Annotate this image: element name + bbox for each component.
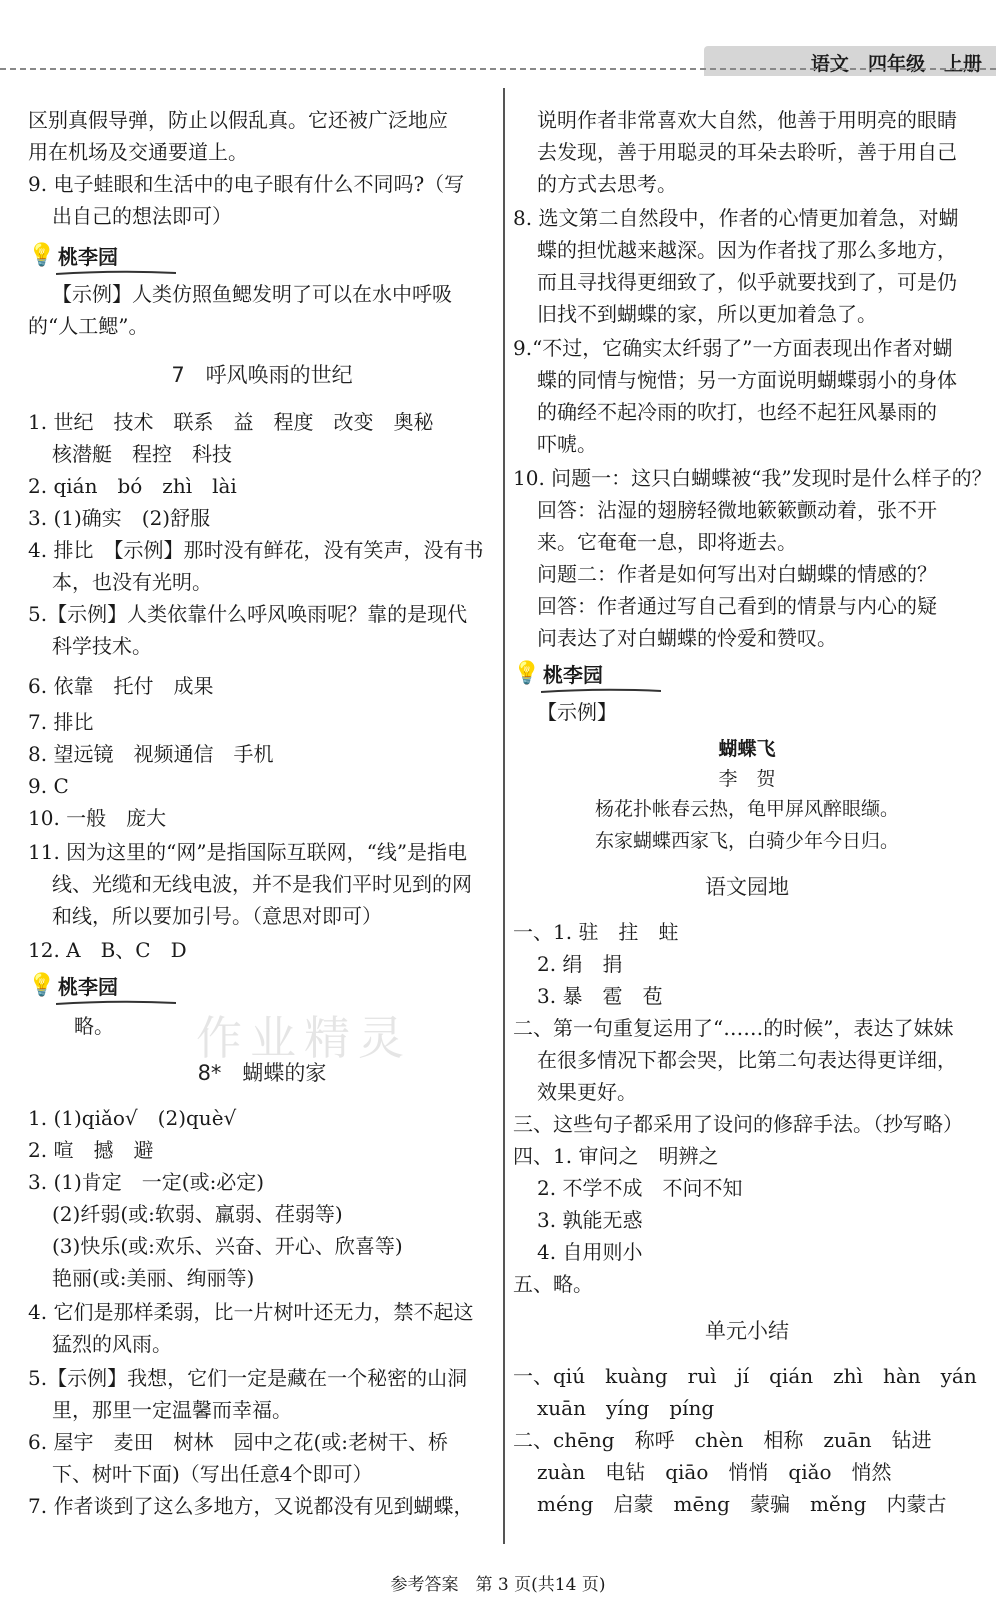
column-divider: [503, 88, 505, 1544]
header-divider: [0, 68, 996, 70]
unit-summary-title: 单元小结: [705, 1319, 789, 1343]
taoliyuan-banner: [513, 660, 713, 692]
answer-line: (3)快乐(或:欢乐、兴奋、开心、欣喜等): [52, 1234, 403, 1258]
text-line: 【示例】人类仿照鱼鳃发明了可以在水中呼吸: [52, 282, 452, 306]
answer-line: 4. 自用则小: [537, 1240, 643, 1264]
text-line: 来。它奄奄一息，即将逝去。: [537, 530, 797, 554]
answer-line: 4. 排比 【示例】那时没有鲜花，没有笑声，没有书: [28, 538, 484, 562]
example-label: 【示例】: [537, 700, 617, 724]
poem-title: 蝴蝶飞: [718, 738, 776, 760]
answer-line: 5.【示例】我想，它们一定是藏在一个秘密的山洞: [28, 1366, 468, 1390]
answer-line: 1. 世纪 技术 联系 益 程度 改变 奥秘: [28, 410, 434, 434]
text-line: 9.“不过，它确实太纤弱了”一方面表现出作者对蝴: [513, 336, 953, 360]
text-line: 回答：作者通过写自己看到的情景与内心的疑: [537, 594, 937, 618]
answer-line: 一、qiú kuàng ruì jí qián zhì hàn yán: [513, 1364, 977, 1388]
text-line: 用在机场及交通要道上。: [28, 140, 248, 164]
answer-line: 五、略。: [513, 1272, 593, 1296]
answer-line: 艳丽(或:美丽、绚丽等): [52, 1266, 255, 1290]
answer-line: 10. 一般 庞大: [28, 806, 167, 830]
lesson-7-title: 7 呼风唤雨的世纪: [171, 363, 353, 387]
text-line: 吓唬。: [537, 432, 597, 456]
answer-line: 核潜艇 程控 科技: [52, 442, 232, 466]
text-line: 的“人工鳃”。: [28, 314, 149, 338]
swoosh-decoration: [56, 1000, 176, 1006]
text-line: 回答：沾湿的翅膀轻微地簌簌颤动着，张不开: [537, 498, 937, 522]
answer-line: 9. C: [28, 774, 69, 798]
answer-line: 7. 排比: [28, 710, 94, 734]
answer-line: 猛烈的风雨。: [52, 1332, 172, 1356]
volume-label: 上册: [943, 53, 982, 75]
answer-line: 本，也没有光明。: [52, 570, 212, 594]
text-line: 旧找不到蝴蝶的家，所以更加着急了。: [537, 302, 877, 326]
answer-line: 线、光缆和无线电波，并不是我们平时见到的网: [52, 872, 472, 896]
text-line: 问表达了对白蝴蝶的怜爱和赞叹。: [537, 626, 837, 650]
answer-line: 下、树叶下面)（写出任意4个即可）: [52, 1462, 373, 1486]
answer-line: 3. (1)确实 (2)舒服: [28, 506, 211, 530]
text-line: 区别真假导弹，防止以假乱真。它还被广泛地应: [28, 108, 448, 132]
header-title: [811, 49, 982, 76]
lightbulb-icon: 💡: [28, 973, 56, 998]
answer-line: 效果更好。: [537, 1080, 637, 1104]
answer-line: 2. 不学不成 不问不知: [537, 1176, 743, 1200]
answer-line: méng 启蒙 mēng 蒙骗 měng 内蒙古: [537, 1492, 947, 1516]
text-line: 蝶的担忧越来越深。因为作者找了那么多地方，: [537, 238, 957, 262]
answer-line: 和线，所以要加引号。（意思对即可）: [52, 904, 382, 928]
answer-line: 科学技术。: [52, 634, 152, 658]
answer-line: 12. A B、C D: [28, 938, 187, 962]
text-line: 而且寻找得更细致了，似乎就要找到了，可是仍: [537, 270, 957, 294]
answer-line: 三、这些句子都采用了设问的修辞手法。（抄写略）: [513, 1112, 963, 1136]
lightbulb-icon: 💡: [513, 661, 541, 686]
text-line: 蝶的同情与惋惜；另一方面说明蝴蝶弱小的身体: [537, 368, 957, 392]
text-line: 的方式去思考。: [537, 172, 677, 196]
text-line: 8. 选文第二自然段中，作者的心情更加着急，对蝴: [513, 206, 959, 230]
answer-line: 3. (1)肯定 一定(或:必定): [28, 1170, 265, 1194]
text-line: 的确经不起冷雨的吹打，也经不起狂风暴雨的: [537, 400, 937, 424]
answer-line: 3. 暴 雹 苞: [537, 984, 663, 1008]
lesson-8-title: 8* 蝴蝶的家: [197, 1061, 327, 1085]
lightbulb-icon: 💡: [28, 243, 56, 268]
watermark: 作业精灵: [196, 1011, 412, 1065]
text-line: 问题二：作者是如何写出对白蝴蝶的情感的？: [537, 562, 937, 586]
answer-line: 2. qián bó zhì lài: [28, 474, 237, 498]
text-line: 略。: [74, 1014, 114, 1038]
text-line: 9. 电子蛙眼和生活中的电子眼有什么不同吗?（写: [28, 172, 465, 196]
answer-line: 2. 绢 捐: [537, 952, 623, 976]
answer-line: 在很多情况下都会哭，比第二句表达得更详细，: [537, 1048, 957, 1072]
answer-line: 2. 喧 撼 避: [28, 1138, 154, 1162]
grade-label: 四年级: [867, 53, 925, 75]
answer-line: 11. 因为这里的“网”是指国际互联网，“线”是指电: [28, 840, 468, 864]
page-footer: 参考答案 第 3 页(共14 页): [390, 1575, 606, 1595]
yuwen-yuandi-title: 语文园地: [705, 875, 789, 899]
answer-line: 7. 作者谈到了这么多地方，又说都没有见到蝴蝶，: [28, 1494, 474, 1518]
taoliyuan-banner: [28, 242, 228, 274]
poem-line: 杨花扑帐春云热，龟甲屏风醉眼缬。: [594, 798, 899, 820]
answer-line: 里，那里一定温馨而幸福。: [52, 1398, 292, 1422]
answer-line: 3. 孰能无惑: [537, 1208, 643, 1232]
answer-line: 4. 它们是那样柔弱，比一片树叶还无力，禁不起这: [28, 1300, 474, 1324]
text-line: 10. 问题一：这只白蝴蝶被“我”发现时是什么样子的？: [513, 466, 992, 490]
answer-line: 6. 依靠 托付 成果: [28, 674, 214, 698]
answer-line: 二、chēng 称呼 chèn 相称 zuān 钻进: [513, 1428, 932, 1452]
poem-author: 李 贺: [718, 768, 776, 790]
answer-line: 一、1. 驻 拄 蛀: [513, 920, 679, 944]
answer-line: 5.【示例】人类依靠什么呼风唤雨呢？靠的是现代: [28, 602, 468, 626]
swoosh-decoration: [56, 270, 176, 276]
answer-line: 二、第一句重复运用了“……的时候”，表达了妹妹: [513, 1016, 954, 1040]
answer-line: 8. 望远镜 视频通信 手机: [28, 742, 274, 766]
poem-line: 东家蝴蝶西家飞，白骑少年今日归。: [594, 830, 899, 852]
taoliyuan-label: 桃李园: [58, 975, 118, 999]
answer-line: zuàn 电钻 qiāo 悄悄 qiǎo 悄然: [537, 1460, 892, 1484]
text-line: 去发现，善于用聪灵的耳朵去聆听，善于用自己: [537, 140, 957, 164]
taoliyuan-label: 桃李园: [543, 663, 603, 687]
answer-line: 四、1. 审问之 明辨之: [513, 1144, 719, 1168]
swoosh-decoration: [541, 688, 661, 694]
text-line: 说明作者非常喜欢大自然，他善于用明亮的眼睛: [537, 108, 957, 132]
subject-label: 语文: [810, 53, 849, 75]
answer-line: (2)纤弱(或:软弱、羸弱、荏弱等): [52, 1202, 343, 1226]
taoliyuan-label: 桃李园: [58, 245, 118, 269]
answer-line: 1. (1)qiǎo√ (2)què√: [28, 1106, 237, 1130]
text-line: 出自己的想法即可）: [52, 204, 232, 228]
answer-line: 6. 屋宇 麦田 树林 园中之花(或:老树干、桥: [28, 1430, 448, 1454]
taoliyuan-banner: [28, 972, 228, 1004]
answer-line: xuān yíng píng: [537, 1396, 715, 1420]
